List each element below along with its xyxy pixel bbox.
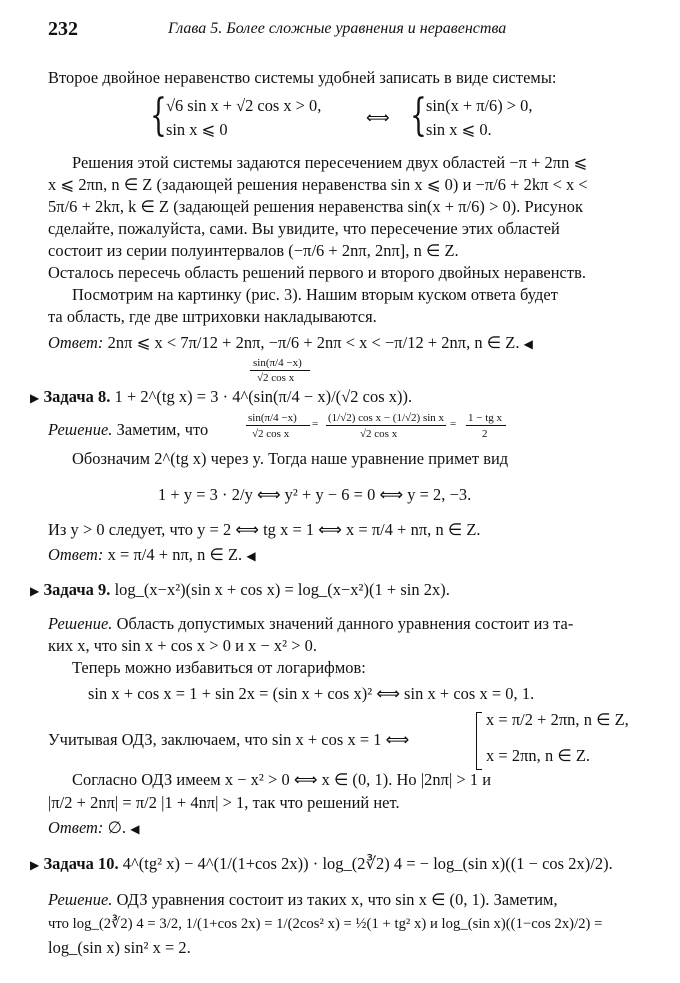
fraction-2-num: (1/√2) cos x − (1/√2) sin x: [328, 412, 445, 424]
system-right-1: sin(x + π/6) > 0,: [426, 96, 533, 115]
problem-marker-icon: ▶: [30, 391, 40, 405]
answer-line: [48, 545, 256, 566]
end-marker-icon: ◀: [246, 549, 256, 563]
text-line: x ⩽ 2πn, n ∈ Z (задающей решения неравенства sin x ⩽ 0) и −π/6 + 2kπ < x <: [48, 175, 588, 194]
system-left-2: sin x ⩽ 0: [166, 120, 228, 139]
text-line: Посмотрим на картинку (рис. 3). Нашим вторым куском ответа будет: [72, 285, 558, 304]
text-line: Решения этой системы задаются пересечением двух областей −π + 2πn ⩽: [72, 153, 588, 172]
problem-marker-icon: ▶: [30, 858, 40, 872]
left-brace: {: [150, 90, 167, 141]
solution-label: Решение.: [48, 420, 113, 439]
text-line: 5π/6 + 2kπ, k ∈ Z (задающей решения неравенства sin(x + π/6) > 0). Рисунок: [48, 197, 583, 216]
text-line: Согласно ОДЗ имеем x − x² > 0 ⟺ x ∈ (0, 1). Но |2nπ| > 1 и: [72, 770, 492, 789]
problem-label: Задача 10.: [43, 854, 119, 873]
fraction-2-den: √2 cos x: [360, 428, 398, 440]
problem-expression: 4^(tg² x) − 4^(1/(1+cos 2x)) · log_(2∛2) 4 = − log_(sin x)((1 − cos 2x)/2).: [122, 854, 613, 873]
text-line: Теперь можно избавиться от логарифмов:: [72, 658, 366, 677]
answer-label: Ответ:: [48, 333, 104, 352]
problem-label: Задача 8.: [43, 387, 111, 406]
end-marker-icon: ◀: [130, 822, 140, 836]
fraction-bar: [326, 425, 446, 426]
text-line: Осталось пересечь область решений первого и второго двойных неравенств.: [48, 263, 587, 282]
text-line: состоит из серии полуинтервалов (−π/6 + 2nπ, 2nπ], n ∈ Z.: [48, 241, 459, 260]
fraction-1-den: √2 cos x: [252, 428, 290, 440]
set-bracket: [476, 712, 482, 770]
set-line-1: x = π/2 + 2πn, n ∈ Z,: [486, 710, 629, 729]
answer-text: x = π/4 + nπ, n ∈ Z.: [107, 545, 243, 564]
chapter-title: Глава 5. Более сложные уравнения и неравенства: [168, 20, 507, 37]
exponent-numerator: sin(π/4 −x): [253, 357, 302, 369]
solution-line: [48, 614, 573, 634]
page-number: 232: [48, 18, 78, 40]
problem-label: Задача 9.: [43, 580, 111, 599]
solution-text: Область допустимых значений данного уравнения состоит из та-: [116, 614, 574, 633]
equation-line: sin x + cos x = 1 + sin 2x = (sin x + cos x)² ⟺ sin x + cos x = 0, 1.: [88, 684, 535, 703]
equals-sign: =: [450, 418, 457, 430]
equals-sign: =: [312, 418, 319, 430]
equation-line: 1 + y = 3 · 2/y ⟺ y² + y − 6 = 0 ⟺ y = 2, −3.: [158, 485, 472, 504]
fraction-3-den: 2: [482, 428, 488, 440]
text-line: Учитывая ОДЗ, заключаем, что sin x + cos x = 1 ⟺: [48, 730, 410, 749]
answer-text: ∅.: [107, 818, 127, 837]
exponent-fraction-bar: [250, 370, 310, 371]
answer-line: [48, 818, 140, 839]
problem-8: [30, 387, 412, 408]
page-header: [48, 18, 640, 44]
problem-expression: log_(x−x²)(sin x + cos x) = log_(x−x²)(1 + sin 2x).: [114, 580, 450, 599]
solution-line: [48, 420, 208, 440]
solution-text: Заметим, что: [116, 420, 209, 439]
system-right-2: sin x ⩽ 0.: [426, 120, 492, 139]
problem-marker-icon: ▶: [30, 584, 40, 598]
text-line: Из y > 0 следует, что y = 2 ⟺ tg x = 1 ⟺ x = π/4 + nπ, n ∈ Z.: [48, 520, 481, 539]
text-line: ких x, что sin x + cos x > 0 и x − x² > 0.: [48, 636, 318, 655]
solution-text: ОДЗ уравнения состоит из таких x, что sin x ∈ (0, 1). Заметим,: [116, 890, 558, 909]
answer-line: [48, 333, 533, 354]
text-line: сделайте, пожалуйста, сами. Вы увидите, что пересечение этих областей: [48, 219, 560, 238]
problem-10: [30, 854, 613, 875]
text-line: log_(sin x) sin² x = 2.: [48, 938, 191, 957]
solution-label: Решение.: [48, 890, 113, 909]
text-line: та область, где две штриховки накладываются.: [48, 307, 377, 326]
solution-line: [48, 890, 558, 910]
exponent-denominator: √2 cos x: [257, 372, 295, 384]
end-marker-icon: ◀: [523, 337, 533, 351]
problem-expression: 1 + 2^(tg x) = 3 · 4^(sin(π/4 − x)/(√2 cos x)).: [114, 387, 413, 406]
problem-9: [30, 580, 450, 601]
right-brace: {: [410, 90, 427, 141]
set-line-2: x = 2πn, n ∈ Z.: [486, 746, 591, 765]
fraction-bar: [466, 425, 506, 426]
answer-label: Ответ:: [48, 545, 104, 564]
equivalence-sign: ⟺: [366, 108, 390, 127]
fraction-1-num: sin(π/4 −x): [248, 412, 297, 424]
solution-label: Решение.: [48, 614, 113, 633]
answer-label: Ответ:: [48, 818, 104, 837]
text-line: Второе двойное неравенство системы удобней записать в виде системы:: [48, 68, 557, 87]
text-line: что log_(2∛2) 4 = 3/2, 1/(1+cos 2x) = 1/(2cos² x) = ½(1 + tg² x) и log_(sin x)((1−cos 2x)/2) =: [48, 916, 603, 932]
fraction-bar: [246, 425, 310, 426]
text-line: Обозначим 2^(tg x) через y. Тогда наше уравнение примет вид: [72, 449, 509, 468]
text-line: |π/2 + 2nπ| = π/2 |1 + 4nπ| > 1, так что решений нет.: [48, 793, 400, 812]
system-left-1: √6 sin x + √2 cos x > 0,: [166, 96, 322, 115]
fraction-3-num: 1 − tg x: [468, 412, 503, 424]
answer-text: 2nπ ⩽ x < 7π/12 + 2nπ, −π/6 + 2nπ < x < −π/12 + 2nπ, n ∈ Z.: [107, 333, 520, 352]
